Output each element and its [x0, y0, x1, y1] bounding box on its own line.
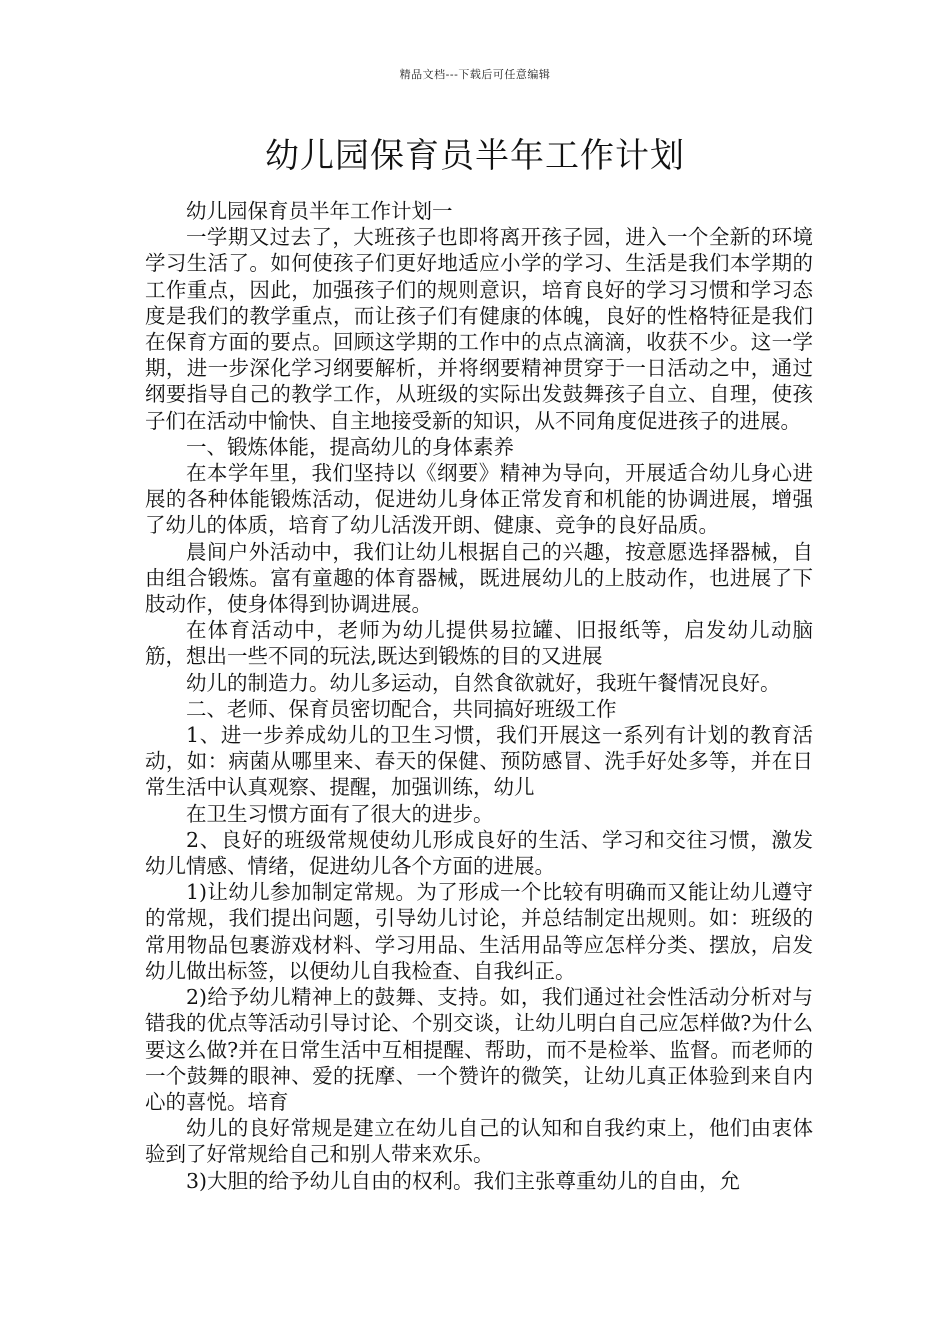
body-paragraph: 2、良好的班级常规使幼儿形成良好的生活、学习和交往习惯，激发幼儿情感、情绪，促进幼儿各个方面的进展。	[145, 827, 813, 879]
body-paragraph: 晨间户外活动中，我们让幼儿根据自己的兴趣，按意愿选择器械，自由组合锻炼。富有童趣的体育器械，既进展幼儿的上肢动作，也进展了下肢动作，使身体得到协调进展。	[145, 539, 813, 617]
intro-paragraph: 一学期又过去了，大班孩子也即将离开孩子园，进入一个全新的环境学习生活了。如何使孩子们更好地适应小学的学习、生活是我们本学期的工作重点，因此，加强孩子们的规则意识，培育良好的学习习惯和学习态度是我们的教学重点，而让孩子们有健康的体魄，良好的性格特征是我们在保育方面的要点。回顾这学期的工作中的点点滴滴，收获不少。这一学期，进一步深化学习纲要解析，并将纲要精神贯穿于一日活动之中，通过纲要指导自己的教学工作，从班级的实际出发鼓舞孩子自立、自理，使孩子们在活动中愉快、自主地接受新的知识，从不同角度促进孩子的进展。	[145, 225, 813, 433]
section-heading-plan-one: 幼儿园保育员半年工作计划一	[186, 199, 453, 223]
body-paragraph: 在体育活动中，老师为幼儿提供易拉罐、旧报纸等，启发幼儿动脑筋，想出一些不同的玩法,既达到锻炼的目的又进展	[145, 618, 813, 669]
body-paragraph: 1)让幼儿参加制定常规。为了形成一个比较有明确而又能让幼儿遵守的常规，我们提出问题，引导幼儿讨论，并总结制定出规则。如：班级的常用物品包裹游戏材料、学习用品、生活用品等应怎样分类、摆放，启发幼儿做出标签，以便幼儿自我检查、自我纠正。	[145, 880, 813, 983]
body-paragraph: 2)给予幼儿精神上的鼓舞、支持。如，我们通过社会性活动分析对与错我的优点等活动引导讨论、个别交谈，让幼儿明白自己应怎样做?为什么要这么做?并在日常生活中互相提醒、帮助，而不是检举、监督。而老师的一个鼓舞的眼神、爱的抚摩、一个赞许的微笑，让幼儿真正体验到来自内心的喜悦。培育	[145, 985, 813, 1114]
section-heading-physical: 一、锻炼体能，提高幼儿的身体素养	[186, 434, 514, 459]
document-body	[145, 198, 813, 1194]
body-paragraph: 1、进一步养成幼儿的卫生习惯，我们开展这一系列有计划的教育活动，如：病菌从哪里来、春天的保健、预防感冒、洗手好处多等，并在日常生活中认真观察、提醒，加强训练，幼儿	[145, 723, 813, 800]
document-title: 幼儿园保育员半年工作计划	[265, 136, 685, 176]
section-heading-cooperation: 二、老师、保育员密切配合，共同搞好班级工作	[186, 696, 617, 721]
header-note: 精品文档---下载后可任意编辑	[399, 68, 551, 81]
body-paragraph: 在卫生习惯方面有了很大的进步。	[186, 801, 494, 826]
body-paragraph: 3)大胆的给予幼儿自由的权利。我们主张尊重幼儿的自由，允	[186, 1168, 741, 1193]
body-paragraph: 幼儿的制造力。幼儿多运动，自然食欲就好，我班午餐情况良好。	[186, 670, 781, 695]
body-paragraph: 在本学年里，我们坚持以《纲要》精神为导向，开展适合幼儿身心进展的各种体能锻炼活动，促进幼儿身体正常发育和机能的协调进展，增强了幼儿的体质，培育了幼儿活泼开朗、健康、竞争的良好品质。	[145, 461, 813, 538]
body-paragraph: 幼儿的良好常规是建立在幼儿自己的认知和自我约束上，他们由衷体验到了好常规给自己和别人带来欢乐。	[145, 1116, 813, 1167]
